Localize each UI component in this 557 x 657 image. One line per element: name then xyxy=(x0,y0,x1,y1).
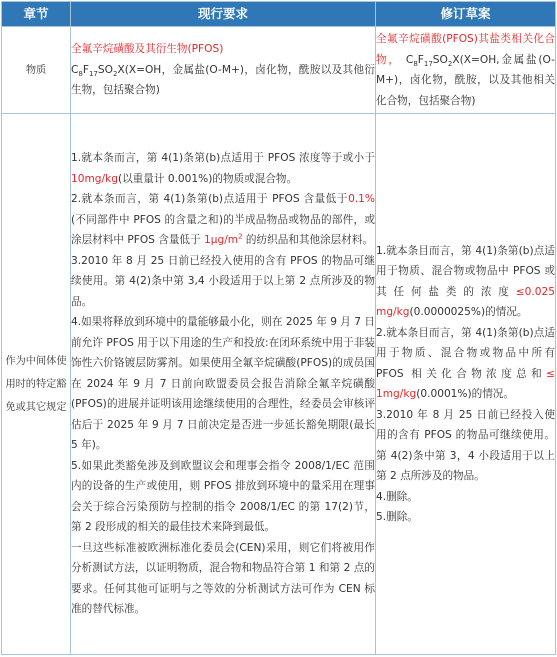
current-standards-note: 一旦这些标准被欧洲标准化委员会(CEN)采用，则它们将被用作分析测试方法，以证明物质，混合物和物品符合第 1 和第 2 点的要求。任何其他可证明与之等效的分析测试方法可作为 CEN 标准的替代标准。 xyxy=(71,541,375,616)
header-revised: 修订草案 xyxy=(376,2,556,27)
current-exemptions-cell xyxy=(71,114,376,655)
header-row xyxy=(2,2,556,27)
current-substance-formula: $C_8F_{17}SO_2X(X=OH$，金属盐(O-M+)，卤化物，酰胺以及其他衍生物，包括聚合物) xyxy=(71,63,375,97)
revised-substance-title: 全氟辛烷磺酸(PFOS)其盐类相关化合物， xyxy=(376,33,555,66)
revised-exemptions-cell xyxy=(376,114,556,655)
chapter-substance: 物质 xyxy=(2,27,71,114)
current-point-5: 5.如果此类豁免涉及到欧盟议会和理事会指令 2008/1/EC 范围内的设备的生产或使用，则 PFOS 排放到环境中的量采用在理事会关于综合污染预防与控制的指令 2008/1/EC 的第 17(2)节，第 2 段形成的相关的最佳技术来降到最低。 xyxy=(71,459,375,534)
current-point-2: 2.就本条而言，第 4(1)条第(b)点适用于 PFOS 含量低于0.1%(不同部件中 PFOS 的含量之和)的半成品物品或物品的部件，或涂层材料中 PFOS 含量低于 $1\mu g/m^2$ 的纺织品和其他涂层材料。 xyxy=(71,193,375,247)
revised-point-5: 5.删除。 xyxy=(376,511,418,523)
revised-point-1: 1.就本条目而言，第 4(1)条第(b)点适用于物质、混合物或物品中 PFOS 或其任何盐类的浓度≤0.025 mg/kg(0.0000025%)的情况。 xyxy=(376,244,555,318)
revised-substance-formula: $C_8F_{17}SO_2X(X=OH$,金属盐(O-M+)，卤化物，酰胺，以及其他相关化合物，包括聚合物) xyxy=(376,53,556,107)
regulation-table xyxy=(1,1,556,655)
revised-substance-cell xyxy=(376,27,556,114)
current-point-3: 3.2010 年 8 月 25 日前已经投入使用的含有 PFOS 的物品可继续使用。第 4(2)条中第 3,4 小段适用于以上第 2 点所涉及的物品。 xyxy=(71,254,375,308)
current-point-4: 4.如果将释放到环境中的量能够最小化，则在 2025 年 9 月 7 日前允许 PFOS 用于以下用途的生产和投放:在闭环系统中用于非装饰性六价铬镀层防雾剂。如果使用全氟辛烷磺酸(PFOS)的成员国在 2024 年 9 月 7 日前向欧盟委员会报告消除全氟辛烷磺酸(PFOS)的进展并证明该用途继续使用的合理性，经委员会审核评估后于 2025 年 9 月 7 日前决定是否进一步延长豁免期限(最长 5 年)。 xyxy=(71,316,375,452)
header-chapter: 章节 xyxy=(2,2,71,27)
current-point-1: 1.就本条而言，第 4(1)条第(b)点适用于 PFOS 浓度等于或小于 10mg/kg(以重量计 0.001%)的物质或混合物。 xyxy=(71,152,375,185)
table-row-exemptions xyxy=(2,114,556,655)
revised-point-3: 3.2010 年 8 月 25 日前已经投入使用的含有 PFOS 的物品可继续使用。第 4(2)条中第 3，4 小段适用于以上第 2 点所涉及的物品。 xyxy=(376,408,555,482)
revised-point-4: 4.删除。 xyxy=(376,490,418,503)
current-substance-title: 全氟辛烷磺酸及其衍生物(PFOS) xyxy=(71,43,224,56)
current-substance-cell xyxy=(71,27,376,114)
revised-point-2: 2.就本条目而言，第 4(1)条第(b)点适用于物质、混合物或物品中所有 PFOS 相关化合物浓度总和≤ 1mg/kg(0.0001%)的情况。 xyxy=(376,326,555,400)
chapter-exemptions: 作为中间体使用时的特定豁免或其它规定 xyxy=(2,114,71,655)
header-current: 现行要求 xyxy=(71,2,376,27)
table-row-substance xyxy=(2,27,556,114)
